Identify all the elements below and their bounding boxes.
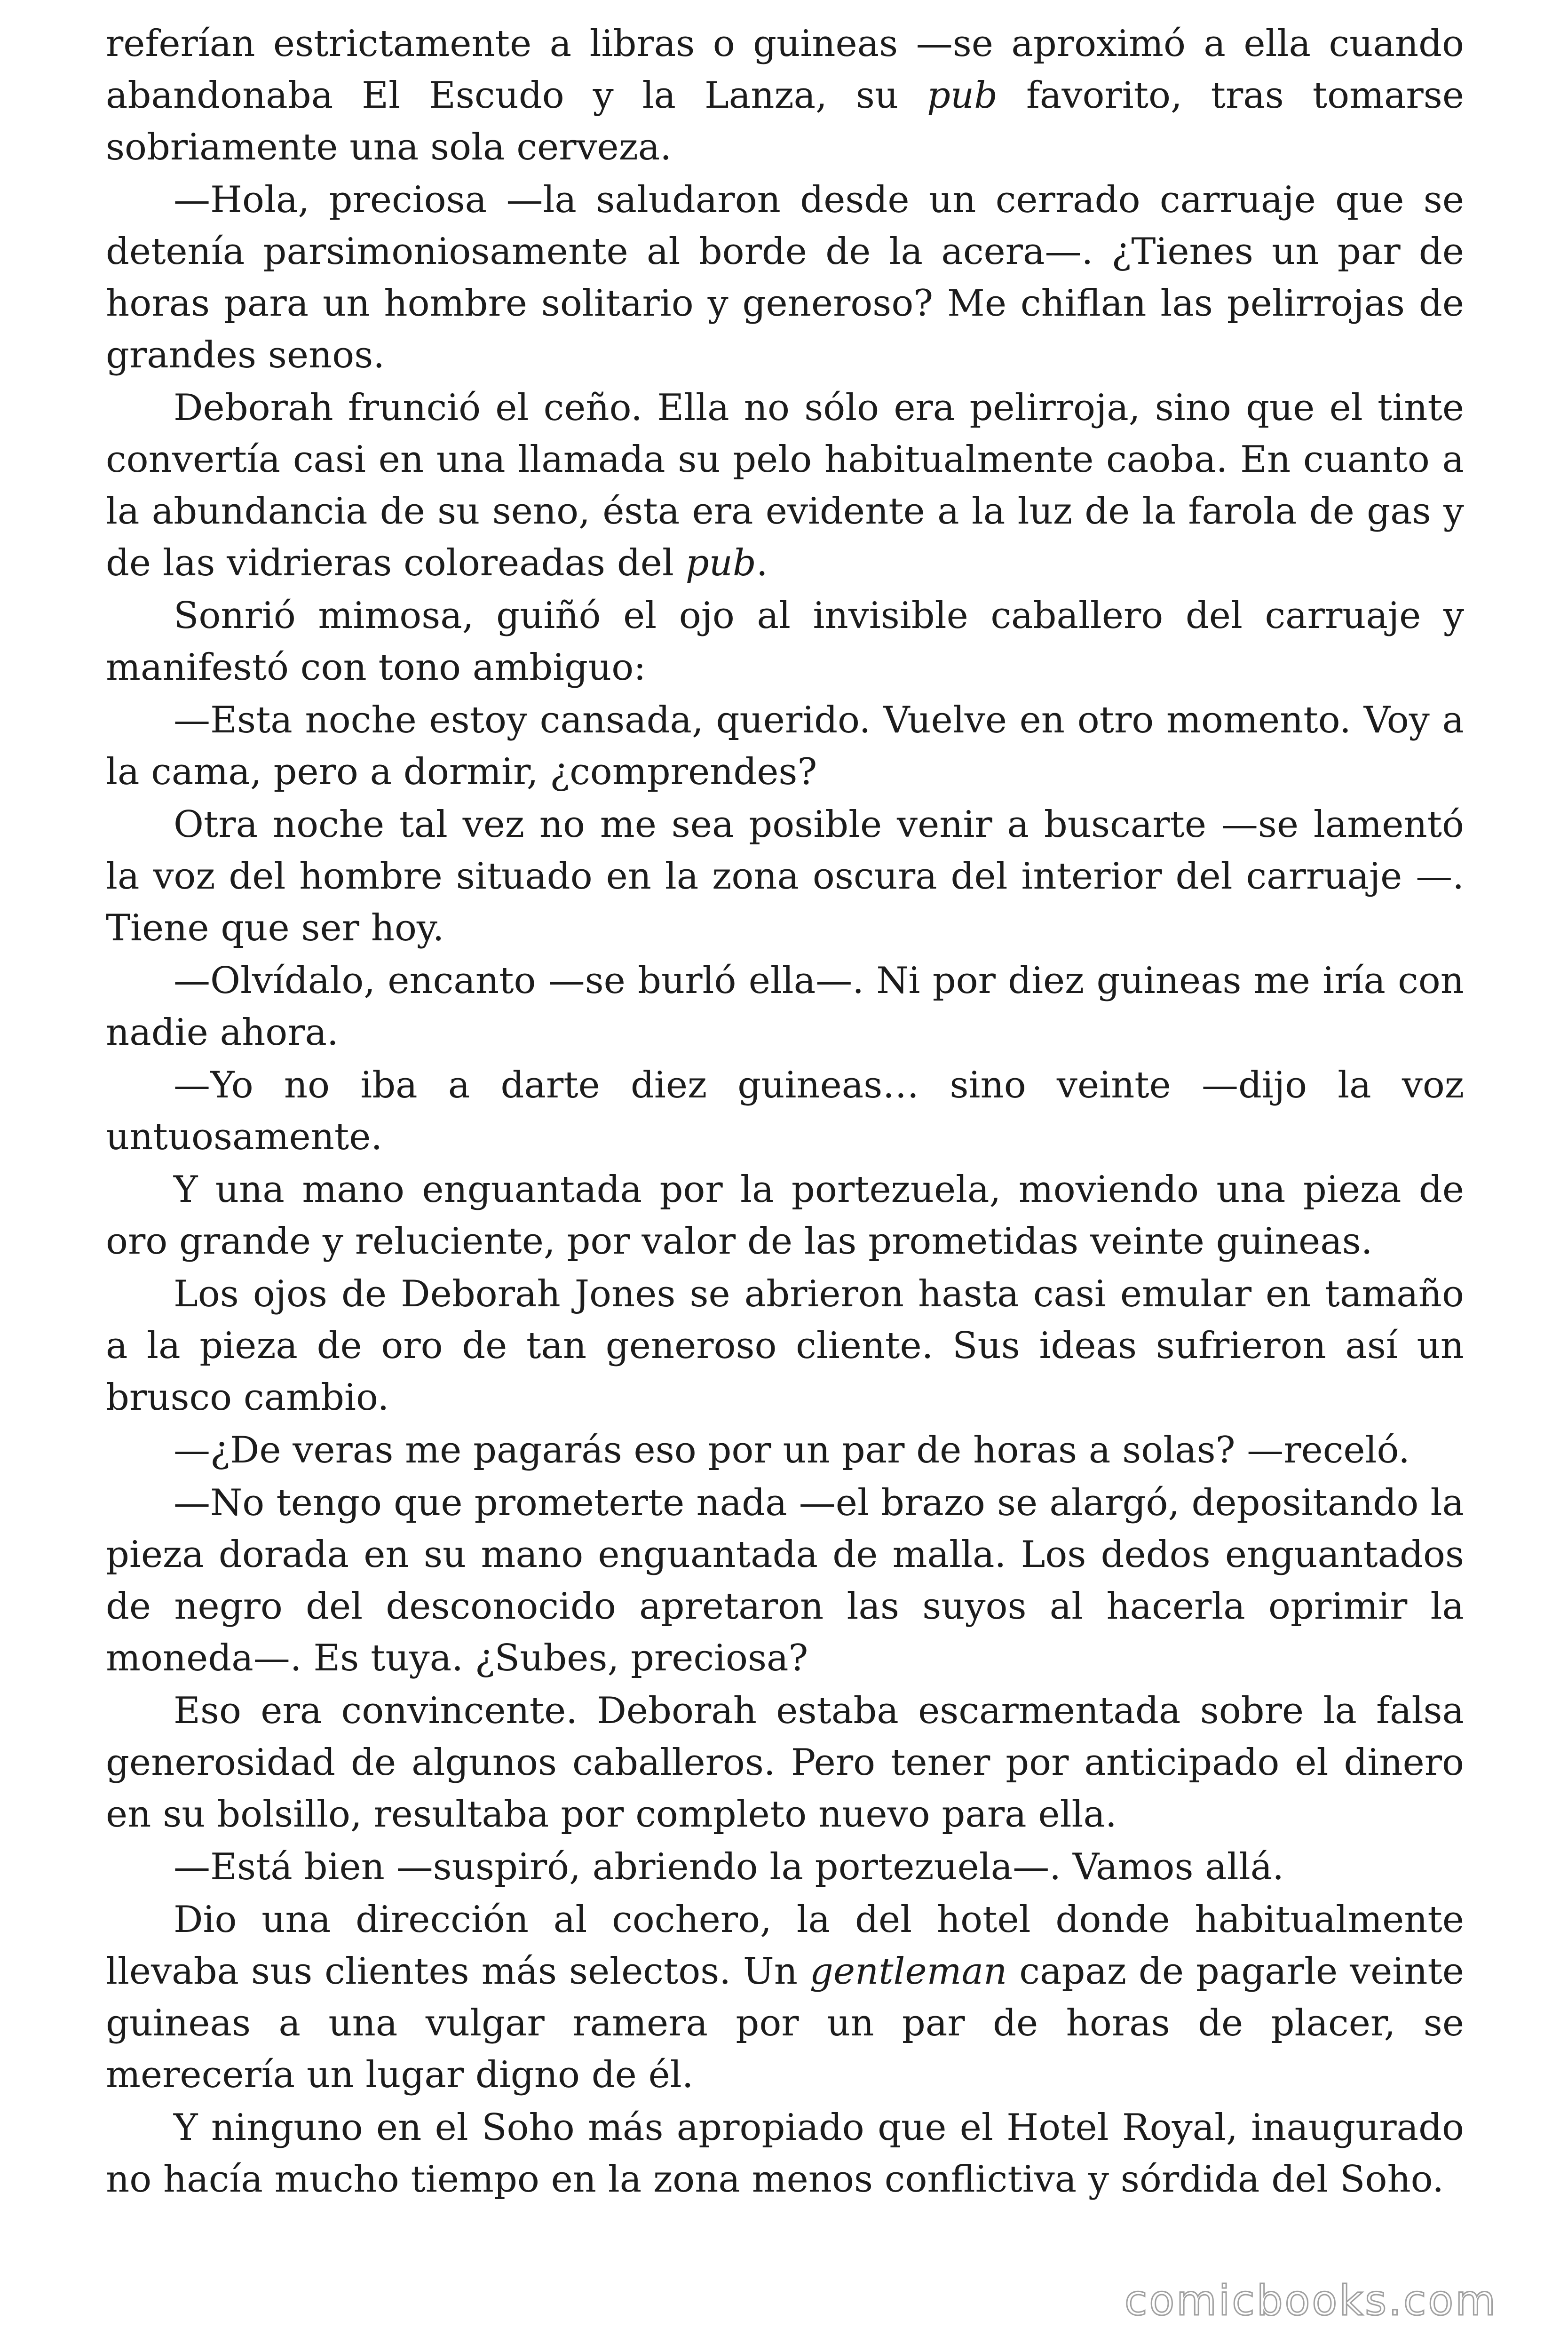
paragraph-5: —Esta noche estoy cansada, querido. Vuelve en otro momento. Voy a la cama, pero a dormir, ¿comprendes? (106, 699, 1464, 793)
paragraph-9: Y una mano enguantada por la portezuela, moviendo una pieza de oro grande y reluciente, por valor de las prometidas veinte guineas. (106, 1168, 1464, 1263)
paragraph-6: Otra noche tal vez no me sea posible venir a buscarte —se lamentó la voz del hombre situado en la zona oscura del interior del carruaje —. Tiene que ser hoy. (106, 803, 1464, 949)
body-text (106, 18, 1464, 2206)
paragraph-11: —¿De veras me pagarás eso por un par de horas a solas? —receló. (174, 1429, 1410, 1471)
paragraph-13: Eso era convincente. Deborah estaba escarmentada sobre la falsa generosidad de algunos caballeros. Pero tener por anticipado el dinero en su bolsillo, resultaba por completo nuevo para ella. (106, 1690, 1464, 1836)
paragraph-10: Los ojos de Deborah Jones se abrieron hasta casi emular en tamaño a la pieza de oro de tan generoso cliente. Sus ideas sufrieron así un brusco cambio. (106, 1273, 1464, 1419)
paragraph-7: —Olvídalo, encanto —se burló ella—. Ni por diez guineas me iría con nadie ahora. (106, 960, 1464, 1054)
paragraph-15: Dio una dirección al cochero, la del hotel donde habitualmente llevaba sus clientes más selectos. Un gentleman capaz de pagarle veinte guineas a una vulgar ramera por un par de horas de placer, se merecería un lugar digno de él. (106, 1899, 1464, 2096)
paragraph-4: Sonrió mimosa, guiñó el ojo al invisible caballero del carruaje y manifestó con tono ambiguo: (106, 595, 1464, 689)
paragraph-8: —Yo no iba a darte diez guineas… sino veinte —dijo la voz untuosamente. (106, 1064, 1464, 1158)
watermark: comicbooks.com (1124, 2276, 1497, 2325)
paragraph-3: Deborah frunció el ceño. Ella no sólo era pelirroja, sino que el tinte convertía casi en una llamada su pelo habitualmente caoba. En cuanto a la abundancia de su seno, ésta era evidente a la luz de la farola de gas y de las vidrieras coloreadas del pub. (106, 387, 1464, 584)
paragraph-16: Y ninguno en el Soho más apropiado que el Hotel Royal, inaugurado no hacía mucho tiempo en la zona menos conflictiva y sórdida del Soho. (106, 2106, 1464, 2201)
paragraph-14: —Está bien —suspiró, abriendo la portezuela—. Vamos allá. (174, 1846, 1284, 1888)
paragraph-1: referían estrictamente a libras o guineas —se aproximó a ella cuando abandonaba El Escudo y la Lanza, su pub favorito, tras tomarse sobriamente una sola cerveza. (106, 23, 1464, 168)
paragraph-12: —No tengo que prometerte nada —el brazo se alargó, depositando la pieza dorada en su mano enguantada de malla. Los dedos enguantados de negro del desconocido apretaron las suyos al hacerla oprimir la moneda—. Es tuya. ¿Subes, preciosa? (106, 1482, 1464, 1679)
paragraph-2: —Hola, preciosa —la saludaron desde un cerrado carruaje que se detenía parsimoniosamente al borde de la acera—. ¿Tienes un par de horas para un hombre solitario y generoso? Me chiflan las pelirrojas de grandes senos. (106, 179, 1464, 376)
